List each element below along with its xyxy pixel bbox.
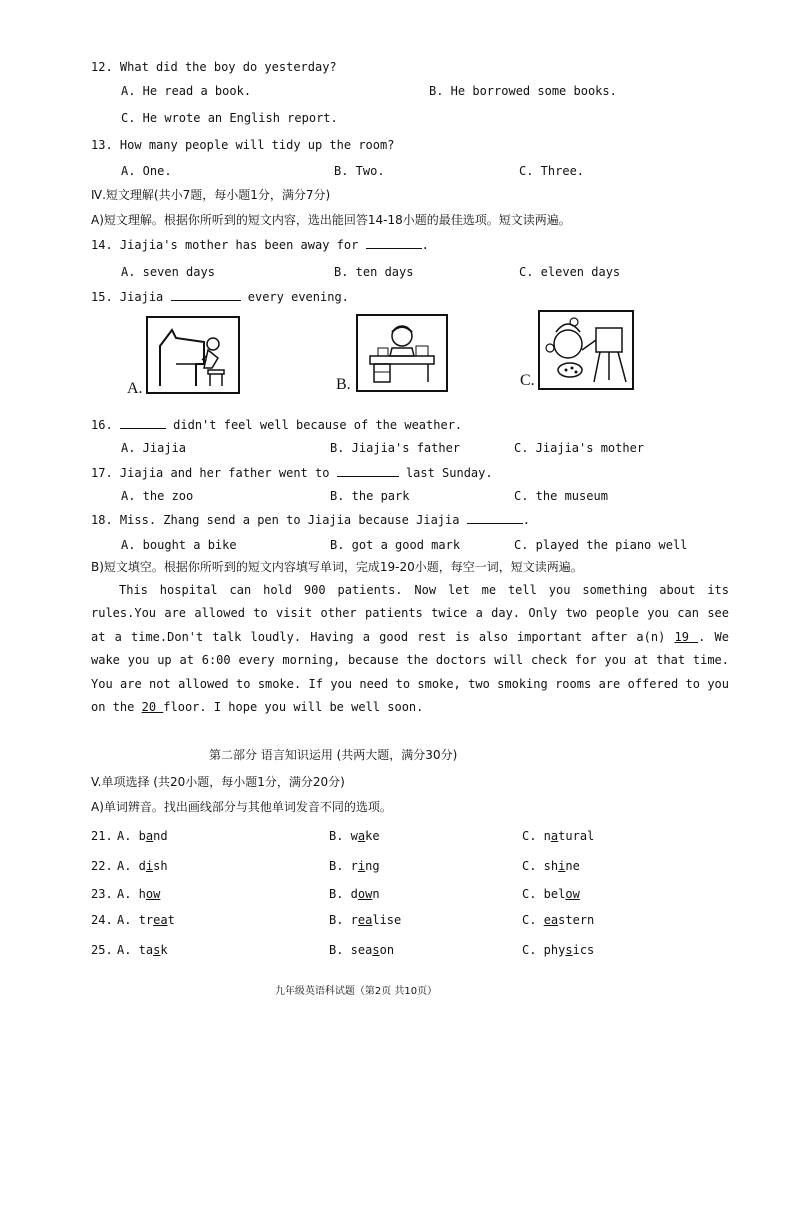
q-number: 18. — [91, 513, 113, 527]
option-text: k — [160, 943, 168, 957]
option-text: C. phy — [522, 943, 566, 957]
q-text-end: . — [522, 513, 530, 527]
underlined-letters: ea — [357, 913, 373, 927]
answer-blank — [467, 511, 523, 524]
option-text: tural — [558, 829, 595, 843]
question-14 — [91, 236, 429, 253]
option-text: sh — [153, 859, 168, 873]
q-number: 12. — [91, 60, 113, 74]
option-a: A. seven days — [121, 265, 215, 279]
answer-blank — [366, 236, 422, 249]
q-number: 15. — [91, 290, 113, 304]
option-text: A. d — [117, 859, 146, 873]
section-4-part-b: B)短文填空。根据你所听到的短文内容填写单词，完成19-20小题，每空一词，短文读两遍。 — [91, 560, 583, 574]
option-text: B. w — [329, 829, 358, 843]
underlined-letters: s — [565, 943, 573, 957]
option-b: B. the park — [330, 489, 410, 503]
underlined-letters: ow — [565, 887, 580, 901]
passage — [91, 579, 729, 719]
option-text: C. bel — [522, 887, 566, 901]
option-b — [329, 912, 401, 928]
homework-picture — [356, 314, 448, 392]
underlined-letters: s — [372, 943, 380, 957]
question-25: 25. — [91, 943, 113, 957]
question-17 — [91, 464, 493, 481]
picture-label-c: C. — [520, 372, 535, 389]
option-a: A. bought a bike — [121, 538, 237, 552]
option-text: t — [167, 913, 175, 927]
option-text: ics — [572, 943, 595, 957]
option-a — [117, 886, 160, 902]
q-number: 14. — [91, 238, 113, 252]
q-text-end: last Sunday. — [405, 466, 493, 480]
option-text: on — [379, 943, 395, 957]
option-c: C. Three. — [519, 164, 585, 178]
q-text-end: every evening. — [247, 290, 349, 304]
blank-20: 20 — [141, 700, 164, 715]
option-a — [117, 942, 168, 958]
question-13 — [91, 137, 394, 153]
option-a — [117, 828, 168, 844]
underlined-letters: ea — [543, 913, 559, 927]
option-text: B. sea — [329, 943, 373, 957]
option-c: C. played the piano well — [514, 538, 688, 552]
option-c: C. Jiajia's mother — [514, 441, 645, 455]
option-a: A. Jiajia — [121, 441, 187, 455]
option-b: B. got a good mark — [330, 538, 461, 552]
answer-blank — [171, 288, 241, 301]
question-22: 22. — [91, 859, 113, 873]
q-text: Miss. Zhang send a pen to Jiajia because Jiajia — [119, 513, 460, 527]
underlined-letters: i — [558, 859, 566, 873]
question-16 — [91, 416, 462, 433]
underlined-letters: i — [357, 859, 366, 873]
question-15 — [91, 288, 349, 305]
option-b: B. ten days — [334, 265, 414, 279]
option-text: ke — [365, 829, 380, 843]
option-text: C. sh — [522, 859, 559, 873]
part-2-title: 第二部分 语言知识运用 (共两大题，满分30分) — [209, 748, 458, 762]
option-b: B. Jiajia's father — [330, 441, 461, 455]
q-text: didn't feel well because of the weather. — [173, 418, 463, 432]
q-number: 16. — [91, 418, 113, 432]
page-footer: 九年级英语科试题（第2页 共10页） — [274, 986, 438, 997]
option-b — [329, 828, 380, 844]
option-text: n — [372, 887, 380, 901]
option-c: C. the museum — [514, 489, 608, 503]
option-a: A. the zoo — [121, 489, 194, 503]
option-text: B. r — [329, 913, 358, 927]
q-text: Jiajia — [119, 290, 164, 304]
underlined-letters: s — [153, 943, 161, 957]
option-text: A. ta — [117, 943, 154, 957]
section-4-part-a: A)短文理解。根据你所听到的短文内容，选出能回答14-18小题的最佳选项。短文读两遍。 — [91, 213, 571, 227]
q-number: 13. — [91, 138, 113, 152]
question-24: 24. — [91, 913, 113, 927]
underlined-letters: i — [145, 859, 154, 873]
option-c — [522, 828, 594, 844]
underlined-letters: ow — [145, 887, 161, 901]
option-text: lise — [372, 913, 402, 927]
option-b: B. He borrowed some books. — [429, 84, 617, 98]
option-c: C. eleven days — [519, 265, 621, 279]
option-a: A. One. — [121, 164, 172, 178]
section-4-title: Ⅳ.短文理解(共小7题，每小题1分，满分7分) — [91, 188, 331, 202]
passage-text-2: . We wake you up at 6:00 every morning, because the doctors will check for you at that time. You are not allowed to smoke. If you need to smoke, two smoking rooms are offered to you on the — [91, 629, 729, 715]
option-text: C. — [522, 913, 544, 927]
answer-blank — [120, 416, 166, 429]
passage-text-3: floor. I hope you will be well soon. — [163, 700, 424, 715]
underlined-letters: ea — [153, 913, 168, 927]
option-a: A. He read a book. — [121, 84, 252, 98]
option-a — [117, 912, 175, 928]
q-number: 17. — [91, 466, 113, 480]
passage-text-1: This hospital can hold 900 patients. Now let me tell you something about its rules.You are allowed to visit other patients twice a day. Only two people you can see at a time.Don't talk loudly. Having a good rest is also important after a(n) — [91, 583, 729, 644]
q-text: Jiajia and her father went to — [119, 466, 330, 480]
option-text: A. b — [117, 829, 146, 843]
section-5-part-a: A)单词辨音。找出画线部分与其他单词发音不同的选项。 — [91, 800, 392, 814]
q-text-end: . — [421, 238, 429, 252]
question-12 — [91, 59, 337, 75]
option-c — [522, 858, 580, 874]
option-b — [329, 942, 394, 958]
picture-label-a: A. — [127, 380, 143, 397]
q-text: How many people will tidy up the room? — [119, 138, 395, 152]
option-c: C. He wrote an English report. — [121, 111, 338, 125]
option-c — [522, 942, 594, 958]
blank-19: 19 — [674, 629, 699, 644]
option-text: ng — [365, 859, 380, 873]
underlined-letters: a — [357, 829, 366, 843]
option-text: A. tr — [117, 913, 154, 927]
piano-picture — [146, 316, 240, 394]
underlined-letters: ow — [357, 887, 373, 901]
option-b — [329, 886, 380, 902]
option-text: nd — [153, 829, 168, 843]
question-23: 23. — [91, 887, 113, 901]
underlined-letters: a — [550, 829, 559, 843]
option-b — [329, 858, 380, 874]
underlined-letters: a — [145, 829, 154, 843]
painting-picture — [538, 310, 634, 390]
answer-blank — [337, 464, 399, 477]
picture-label-b: B. — [336, 376, 351, 393]
question-21: 21. — [91, 829, 113, 843]
option-text: C. n — [522, 829, 551, 843]
question-18 — [91, 511, 530, 528]
section-5-title: V.单项选择 (共20小题，每小题1分，满分20分) — [91, 775, 345, 789]
option-c — [522, 886, 580, 902]
option-c — [522, 912, 594, 928]
option-text: ne — [565, 859, 580, 873]
option-b: B. Two. — [334, 164, 385, 178]
q-text: What did the boy do yesterday? — [119, 60, 337, 74]
option-a — [117, 858, 168, 874]
option-text: B. r — [329, 859, 358, 873]
q-text: Jiajia's mother has been away for — [119, 238, 359, 252]
option-text: stern — [558, 913, 595, 927]
option-text: B. d — [329, 887, 358, 901]
option-text: A. h — [117, 887, 146, 901]
